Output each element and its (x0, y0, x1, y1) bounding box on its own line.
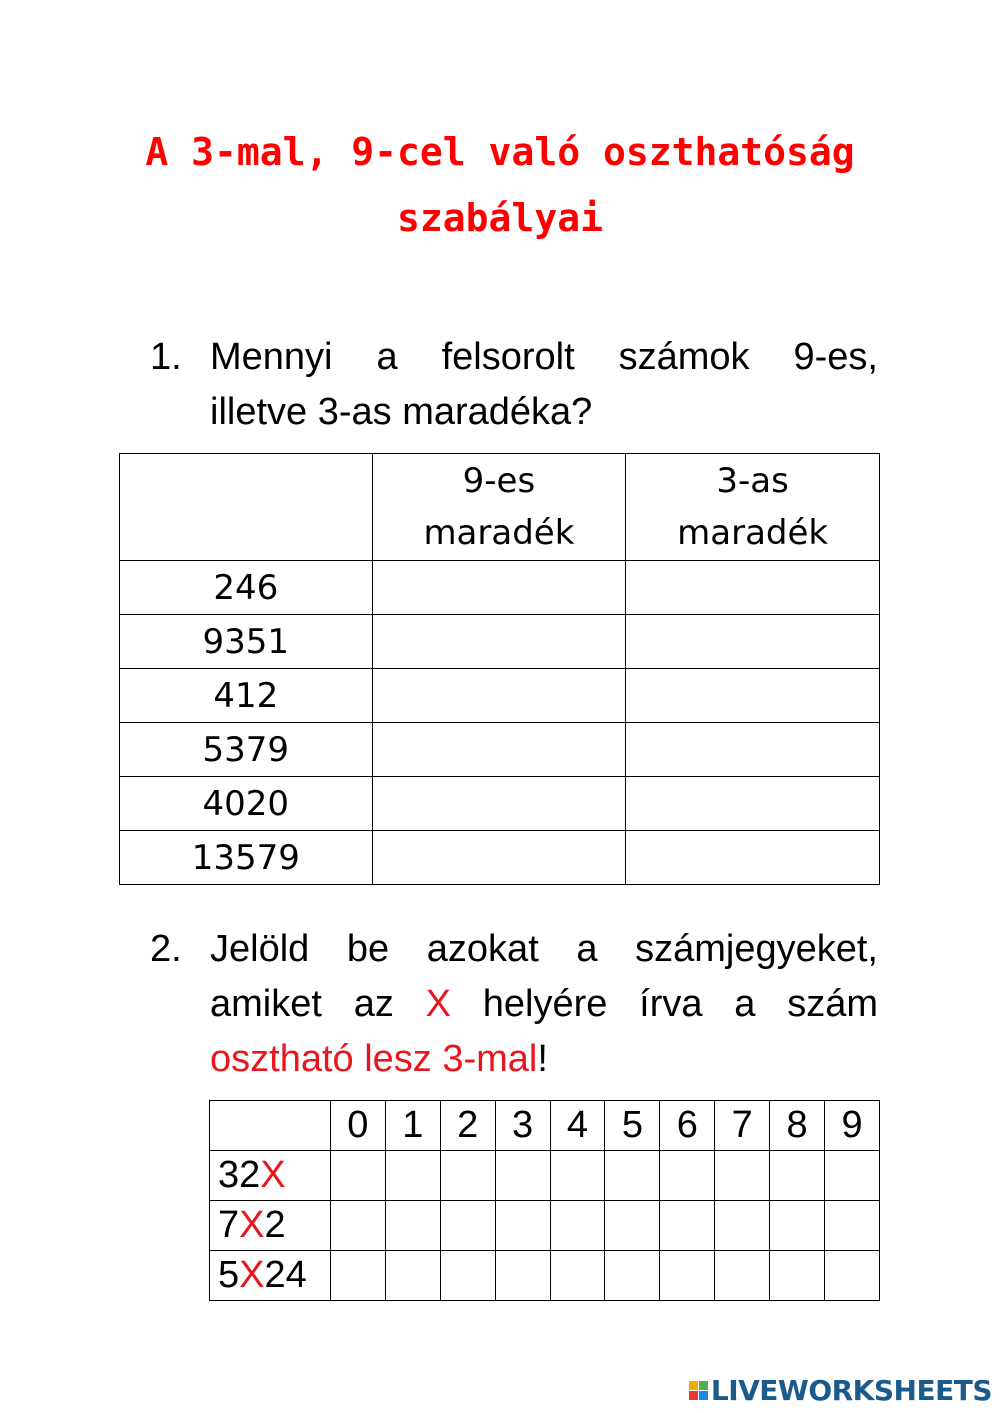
remainder-9-input[interactable] (372, 831, 626, 885)
digit-checkbox-cell[interactable] (715, 1201, 770, 1251)
digit-checkbox-cell[interactable] (825, 1151, 880, 1201)
header-3-line2: maradék (677, 513, 829, 553)
remainder-9-input[interactable] (372, 669, 626, 723)
page-title-line2: szabályai (397, 196, 603, 240)
remainder-3-input[interactable] (626, 777, 880, 831)
header-3-remainder (626, 454, 880, 561)
digit-header: 8 (770, 1101, 825, 1151)
table-row (120, 723, 880, 777)
digit-checkbox-cell[interactable] (550, 1201, 605, 1251)
header-empty (210, 1101, 331, 1151)
digit-checkbox-cell[interactable] (660, 1251, 715, 1301)
digit-header: 1 (385, 1101, 440, 1151)
digit-checkbox-cell[interactable] (770, 1251, 825, 1301)
digit-checkbox-cell[interactable] (660, 1151, 715, 1201)
remainder-3-input[interactable] (626, 615, 880, 669)
digit-checkbox-cell[interactable] (550, 1151, 605, 1201)
logo-square (699, 1381, 708, 1390)
digit-checkbox-cell[interactable] (770, 1201, 825, 1251)
logo-mark-icon (689, 1381, 708, 1400)
digit-checkbox-cell[interactable] (385, 1201, 440, 1251)
remainder-3-input[interactable] (626, 561, 880, 615)
remainder-9-input[interactable] (372, 777, 626, 831)
pattern-prefix: 32 (218, 1154, 261, 1196)
q2-line2-end: helyére írva a szám (450, 983, 878, 1025)
digit-checkbox-cell[interactable] (495, 1151, 550, 1201)
pattern-suffix: 24 (264, 1254, 307, 1296)
digit-header: 7 (715, 1101, 770, 1151)
table-row (120, 777, 880, 831)
remainder-9-input[interactable] (372, 723, 626, 777)
digit-checkbox-cell[interactable] (660, 1201, 715, 1251)
table-row (120, 669, 880, 723)
number-cell: 9351 (120, 615, 373, 669)
number-cell: 5379 (120, 723, 373, 777)
digit-checkbox-cell[interactable] (330, 1201, 385, 1251)
q2-x-symbol: X (425, 983, 451, 1025)
question-2-line3 (210, 1032, 878, 1087)
header-3-line1: 3-as (716, 461, 789, 501)
digit-header: 4 (550, 1101, 605, 1151)
digit-checkbox-cell[interactable] (550, 1251, 605, 1301)
digit-checkbox-cell[interactable] (715, 1251, 770, 1301)
question-1-text (210, 330, 878, 440)
table-row (120, 615, 880, 669)
number-cell: 13579 (120, 831, 373, 885)
digit-checkbox-cell[interactable] (330, 1251, 385, 1301)
digit-header: 0 (330, 1101, 385, 1151)
question-1-line2: illetve 3-as maradéka? (210, 391, 593, 433)
digit-checkbox-cell[interactable] (605, 1251, 660, 1301)
number-cell: 4020 (120, 777, 373, 831)
number-cell: 412 (120, 669, 373, 723)
header-9-line1: 9-es (462, 461, 536, 501)
digit-checkbox-cell[interactable] (825, 1201, 880, 1251)
header-9-line2: maradék (423, 513, 575, 553)
logo-square (689, 1381, 698, 1390)
remainder-9-input[interactable] (372, 561, 626, 615)
table-row (210, 1251, 880, 1301)
q2-red-phrase: osztható lesz 3-mal (210, 1038, 538, 1080)
pattern-prefix: 7 (218, 1204, 240, 1246)
table-row (120, 561, 880, 615)
digit-header-row (210, 1101, 880, 1151)
q2-exclamation: ! (537, 1038, 548, 1080)
liveworksheets-logo (689, 1374, 992, 1407)
digit-checkbox-cell[interactable] (495, 1251, 550, 1301)
digit-table (209, 1100, 880, 1301)
number-pattern (210, 1201, 331, 1251)
remainder-table (119, 453, 880, 885)
question-1-number: 1. (150, 336, 182, 378)
digit-checkbox-cell[interactable] (385, 1151, 440, 1201)
pattern-suffix: 2 (264, 1204, 286, 1246)
digit-checkbox-cell[interactable] (330, 1151, 385, 1201)
header-empty (120, 454, 373, 561)
pattern-x: X (260, 1154, 286, 1196)
number-pattern (210, 1251, 331, 1301)
digit-checkbox-cell[interactable] (440, 1151, 495, 1201)
digit-checkbox-cell[interactable] (440, 1251, 495, 1301)
question-2-line2 (210, 977, 878, 1032)
pattern-prefix: 5 (218, 1254, 240, 1296)
digit-header: 9 (825, 1101, 880, 1151)
logo-square (689, 1391, 698, 1400)
remainder-table-header (120, 454, 880, 561)
number-pattern (210, 1151, 331, 1201)
digit-checkbox-cell[interactable] (770, 1151, 825, 1201)
digit-checkbox-cell[interactable] (495, 1201, 550, 1251)
page-title: A 3-mal, 9-cel való oszthatóság (145, 130, 855, 174)
logo-square (699, 1391, 708, 1400)
number-cell: 246 (120, 561, 373, 615)
remainder-3-input[interactable] (626, 669, 880, 723)
question-1-line1: Mennyi a felsorolt számok 9-es, (210, 336, 878, 378)
question-2-number: 2. (150, 928, 182, 970)
q2-line2-start: amiket az (210, 983, 426, 1025)
table-row (210, 1151, 880, 1201)
digit-header: 2 (440, 1101, 495, 1151)
table-row (120, 831, 880, 885)
digit-header: 6 (660, 1101, 715, 1151)
digit-checkbox-cell[interactable] (825, 1251, 880, 1301)
pattern-x: X (239, 1254, 265, 1296)
remainder-3-input[interactable] (626, 723, 880, 777)
digit-header: 5 (605, 1101, 660, 1151)
logo-text: LIVEWORKSHEETS (710, 1374, 992, 1407)
digit-header: 3 (495, 1101, 550, 1151)
digit-checkbox-cell[interactable] (605, 1201, 660, 1251)
pattern-x: X (239, 1204, 265, 1246)
digit-checkbox-cell[interactable] (715, 1151, 770, 1201)
digit-checkbox-cell[interactable] (440, 1201, 495, 1251)
digit-checkbox-cell[interactable] (605, 1151, 660, 1201)
header-9-remainder (372, 454, 626, 561)
remainder-9-input[interactable] (372, 615, 626, 669)
remainder-3-input[interactable] (626, 831, 880, 885)
question-2-line1: Jelöld be azokat a számjegyeket, (210, 928, 878, 970)
table-row (210, 1201, 880, 1251)
digit-checkbox-cell[interactable] (385, 1251, 440, 1301)
question-2-text (210, 922, 878, 1087)
